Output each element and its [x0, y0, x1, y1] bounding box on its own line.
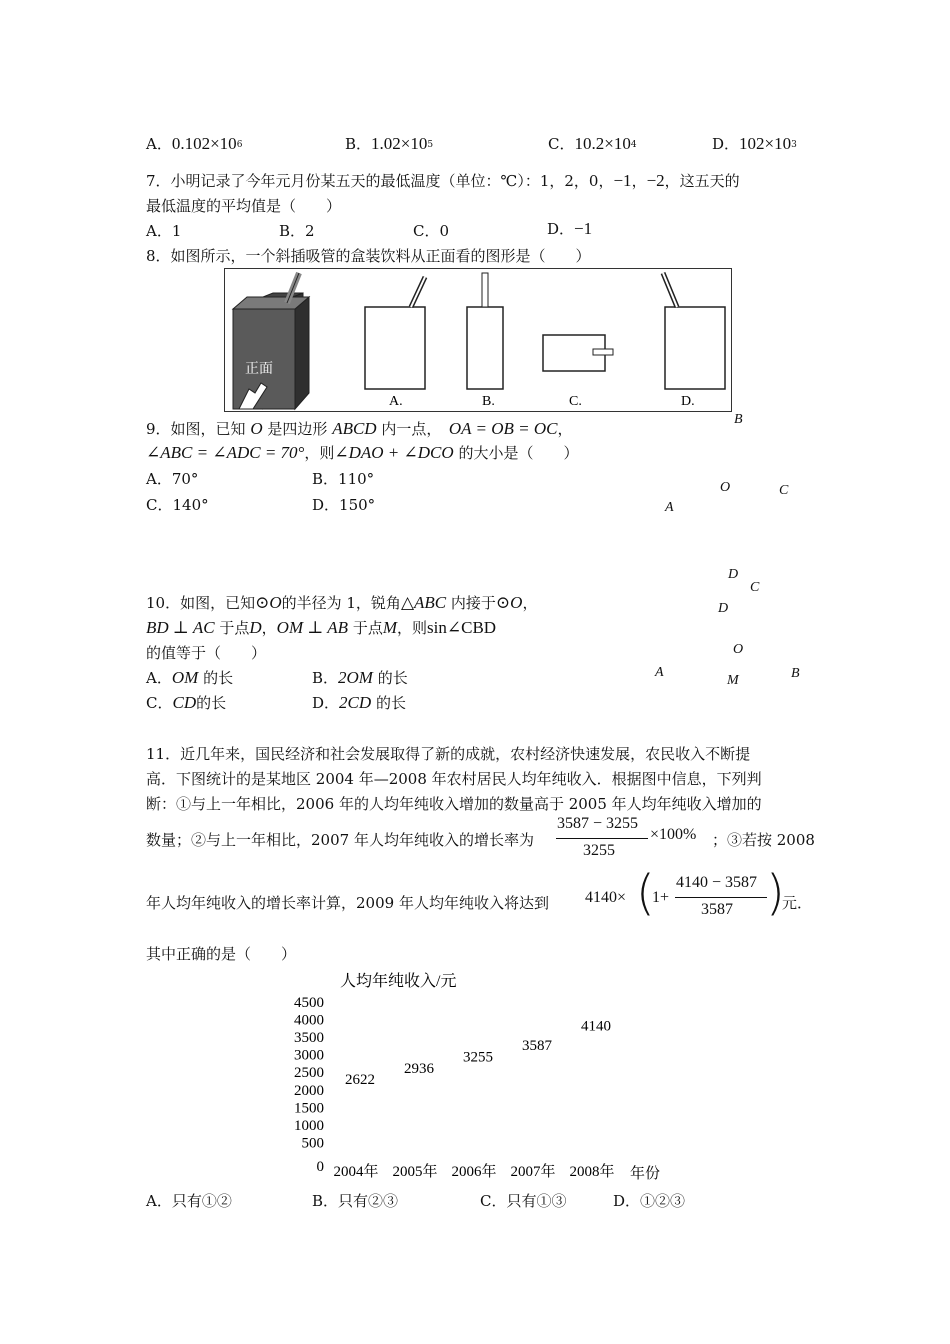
q10-b-label: B．	[312, 669, 339, 687]
q10-c-text: 的长	[196, 694, 227, 712]
q9-stem-line1	[146, 418, 572, 439]
chart-x-ticks	[333, 1162, 614, 1180]
q7-stem-line2: 最低温度的平均值是（ ）	[146, 197, 342, 215]
q10-d: D	[249, 618, 262, 637]
x-tick-label: 2006年	[451, 1164, 497, 1180]
q9-eq2: ∠ABC = ∠ADC = 70°	[146, 443, 305, 462]
q6-a-label: A．	[146, 135, 172, 153]
q11-frac2-den: 3587	[701, 901, 733, 918]
q10-b-math: 2OM	[338, 668, 373, 687]
option-d-rect	[665, 307, 725, 389]
q9-point-c: C	[779, 483, 789, 498]
box-lid	[233, 297, 309, 309]
y-tick-label: 0	[316, 1159, 324, 1175]
x-tick-label: 2008年	[569, 1164, 615, 1180]
q6-option-c	[548, 133, 637, 154]
data-label: 2936	[404, 1060, 434, 1077]
q9-t4: ，	[557, 420, 573, 438]
x-tick-label: 2005年	[392, 1164, 438, 1180]
q11-line1: 11．近几年来，国民经济和社会发展取得了新的成就，农村经济快速发展，农民收入不断提	[146, 745, 751, 763]
q9-option-d: D．150°	[312, 496, 376, 514]
q9-option-b: B．110°	[312, 470, 375, 488]
q11-option-c: C．只有①③	[480, 1192, 567, 1210]
chart-values	[345, 1019, 611, 1088]
q10-c-label: C．	[146, 694, 173, 712]
q10-point-a: A	[655, 665, 664, 680]
y-tick-label: 2000	[294, 1082, 324, 1099]
y-tick-label: 3500	[294, 1030, 324, 1047]
q11-frac2-bar	[675, 897, 767, 898]
q10-d-label: D．	[312, 694, 340, 712]
q10-point-b: B	[791, 666, 800, 681]
q10-option-a	[146, 667, 233, 688]
q9-t3: 内一点，	[381, 420, 434, 438]
q11-option-a: A．只有①②	[146, 1192, 232, 1210]
q11-frac1-num: 3587 − 3255	[557, 815, 639, 832]
y-tick-label: 2500	[294, 1065, 324, 1082]
q6-b-exp: 5	[427, 140, 434, 150]
q10-stem-line3: 的值等于（ ）	[146, 644, 267, 662]
income-chart	[276, 968, 676, 1183]
q10-point-c: C	[750, 580, 760, 595]
q6-c-exp: 4	[630, 140, 637, 150]
q6-d-exp: 3	[791, 140, 797, 150]
q10-a-label: A．	[146, 669, 172, 687]
q10-sin: sin∠CBD	[427, 618, 497, 637]
y-tick-label: 1500	[294, 1100, 324, 1117]
q6-option-a	[146, 133, 242, 154]
q9-t5: ，则	[304, 444, 335, 462]
q9-abcd: ABCD	[332, 419, 377, 438]
q7-option-d	[547, 218, 592, 239]
q11-frac1-den: 3255	[583, 842, 615, 859]
q11-line6: 其中正确的是（ ）	[146, 945, 297, 963]
data-label: 3587	[522, 1038, 552, 1055]
q9-option-c: C．140°	[146, 496, 209, 514]
q11-line4a: 数量；②与上一年相比，2007 年人均年纯收入的增长率为	[146, 831, 534, 849]
q11-line4b: ；③若按 2008	[712, 831, 815, 849]
q9-t1: 9．如图，已知	[146, 420, 246, 438]
q10-stem-line2	[146, 617, 496, 638]
q11-line5b: 元．	[782, 894, 813, 912]
q7-d-value: −1	[574, 219, 593, 238]
q7-text-end: ，这五天的	[664, 172, 740, 190]
q6-c-label: C．	[548, 135, 575, 153]
q9-point-b: B	[734, 412, 743, 427]
q7-sep: ，	[631, 172, 647, 190]
q7-text: 7．小明记录了今年元月份某五天的最低温度（单位：℃）：1，2，0，	[146, 172, 614, 190]
q10-t8: ，则	[397, 619, 428, 637]
option-a-straw-inner	[411, 277, 425, 307]
data-label: 2622	[345, 1071, 375, 1088]
q10-t1: 10．如图，已知	[146, 594, 256, 612]
q11-line2: 高．下图统计的是某地区 2004 年—2008 年农村居民人均年纯收入．根据图中信息，下列判	[146, 770, 762, 788]
y-tick-label: 500	[301, 1135, 324, 1152]
q11-option-d: D．①②③	[613, 1192, 686, 1210]
front-label: 正面	[245, 362, 273, 377]
q11-frac1-bar	[556, 838, 648, 839]
q10-t4: ，	[522, 594, 538, 612]
q11-line5a: 年人均年纯收入的增长率计算，2009 年人均年纯收入将达到	[146, 894, 549, 912]
y-tick-label: 4000	[294, 1012, 324, 1029]
q8-stem: 8．如图所示，一个斜插吸管的盒装饮料从正面看的图形是（ ）	[146, 247, 591, 265]
q7-d-label: D．	[547, 220, 575, 238]
q7-stem-line1	[146, 170, 740, 191]
data-label: 4140	[581, 1018, 611, 1035]
box-right-face	[295, 297, 309, 409]
q10-d-math: 2CD	[339, 693, 372, 712]
q6-d-value: 102×10	[739, 134, 792, 153]
q6-a-value: 0.102×10	[171, 134, 237, 153]
q10-t5: 于点	[219, 619, 250, 637]
y-tick-label: 1000	[294, 1117, 324, 1134]
option-a-label: A.	[389, 394, 403, 409]
q6-c-value: 10.2×10	[574, 134, 631, 153]
q7-option-c: C．0	[413, 222, 450, 240]
q9-point-a: A	[665, 500, 674, 515]
y-tick-label: 3000	[294, 1047, 324, 1064]
q10-option-d	[312, 692, 406, 713]
q9-point-o: O	[720, 480, 731, 495]
q7-value-neg2: −2	[646, 171, 665, 190]
q9-option-a: A．70°	[146, 470, 199, 488]
box-front-wide	[233, 309, 295, 409]
q7-value-neg1: −1	[613, 171, 632, 190]
q11-paren-right: )	[766, 865, 785, 921]
option-b-straw	[482, 273, 488, 307]
q9-point-d: D	[728, 567, 739, 582]
x-tick-label: 2004年	[333, 1164, 379, 1180]
option-c-straw	[593, 349, 613, 355]
q10-c-math: CD	[172, 693, 197, 712]
q10-t7: 于点	[352, 619, 383, 637]
q6-b-label: B．	[345, 135, 372, 153]
data-label: 3255	[463, 1049, 493, 1066]
option-b-rect	[467, 307, 503, 389]
q10-circle2: ⊙O	[495, 593, 523, 612]
option-d-straw-inner	[663, 273, 677, 307]
q7-option-b: B．2	[279, 222, 315, 240]
q10-d-text: 的长	[375, 694, 406, 712]
q11-frac1-tail: ×100%	[650, 826, 697, 843]
q6-d-label: D．	[712, 135, 740, 153]
q9-t2: 是四边形	[267, 420, 328, 438]
q10-t2: 的半径为 1，锐角	[281, 594, 401, 612]
q10-bd: BD ⊥ AC	[146, 618, 215, 637]
q9-o: O	[250, 419, 263, 438]
x-tick-label: 2007年	[510, 1164, 556, 1180]
q10-point-d: D	[718, 601, 729, 616]
q10-m: M	[382, 618, 398, 637]
q10-point-m: M	[727, 673, 739, 688]
q10-point-o: O	[733, 642, 744, 657]
q10-triangle: △ABC	[400, 593, 447, 612]
q11-line3: 断：①与上一年相比，2006 年的人均年纯收入增加的数量高于 2005 年人均年纯收入增加的	[146, 795, 762, 813]
y-tick-label: 4500	[294, 995, 324, 1011]
q9-eq1: OA = OB = OC	[448, 419, 558, 438]
option-b-label: B.	[482, 394, 495, 409]
q10-option-c	[146, 692, 226, 713]
q7-option-a: A．1	[146, 222, 182, 240]
q8-figure	[224, 268, 732, 412]
q10-om: OM ⊥ AB	[276, 618, 349, 637]
q6-option-b	[345, 133, 433, 154]
q11-option-b: B．只有②③	[312, 1192, 399, 1210]
q6-b-value: 1.02×10	[371, 134, 428, 153]
q8-figure-svg	[225, 269, 731, 411]
q10-option-b	[312, 667, 408, 688]
q11-frac2-one: 1+	[652, 889, 670, 906]
q10-b-text: 的长	[377, 669, 408, 687]
q9-stem-line2	[146, 442, 578, 463]
q9-eq3: ∠DAO + ∠DCO	[334, 443, 454, 462]
option-d-label: D.	[681, 394, 695, 409]
q10-t6: ，	[261, 619, 277, 637]
chart-xlabel: 年份	[630, 1166, 661, 1182]
q11-frac2-lead: 4140×	[585, 889, 627, 906]
option-a-rect	[365, 307, 425, 389]
q9-t6: 的大小是（ ）	[458, 444, 579, 462]
q10-a-math: OM	[171, 668, 199, 687]
q10-stem-line1	[146, 592, 537, 613]
chart-y-ticks	[294, 995, 324, 1175]
option-c-label: C.	[569, 394, 582, 409]
q6-option-d	[712, 133, 797, 154]
q6-a-exp: 6	[236, 140, 243, 150]
chart-title: 人均年纯收入/元	[340, 973, 457, 990]
q11-frac2-num: 4140 − 3587	[676, 874, 758, 891]
q11-paren-left: (	[636, 865, 655, 921]
q10-t3: 内接于	[450, 594, 496, 612]
q10-circle: ⊙O	[255, 593, 282, 612]
q10-a-text: 的长	[203, 669, 234, 687]
